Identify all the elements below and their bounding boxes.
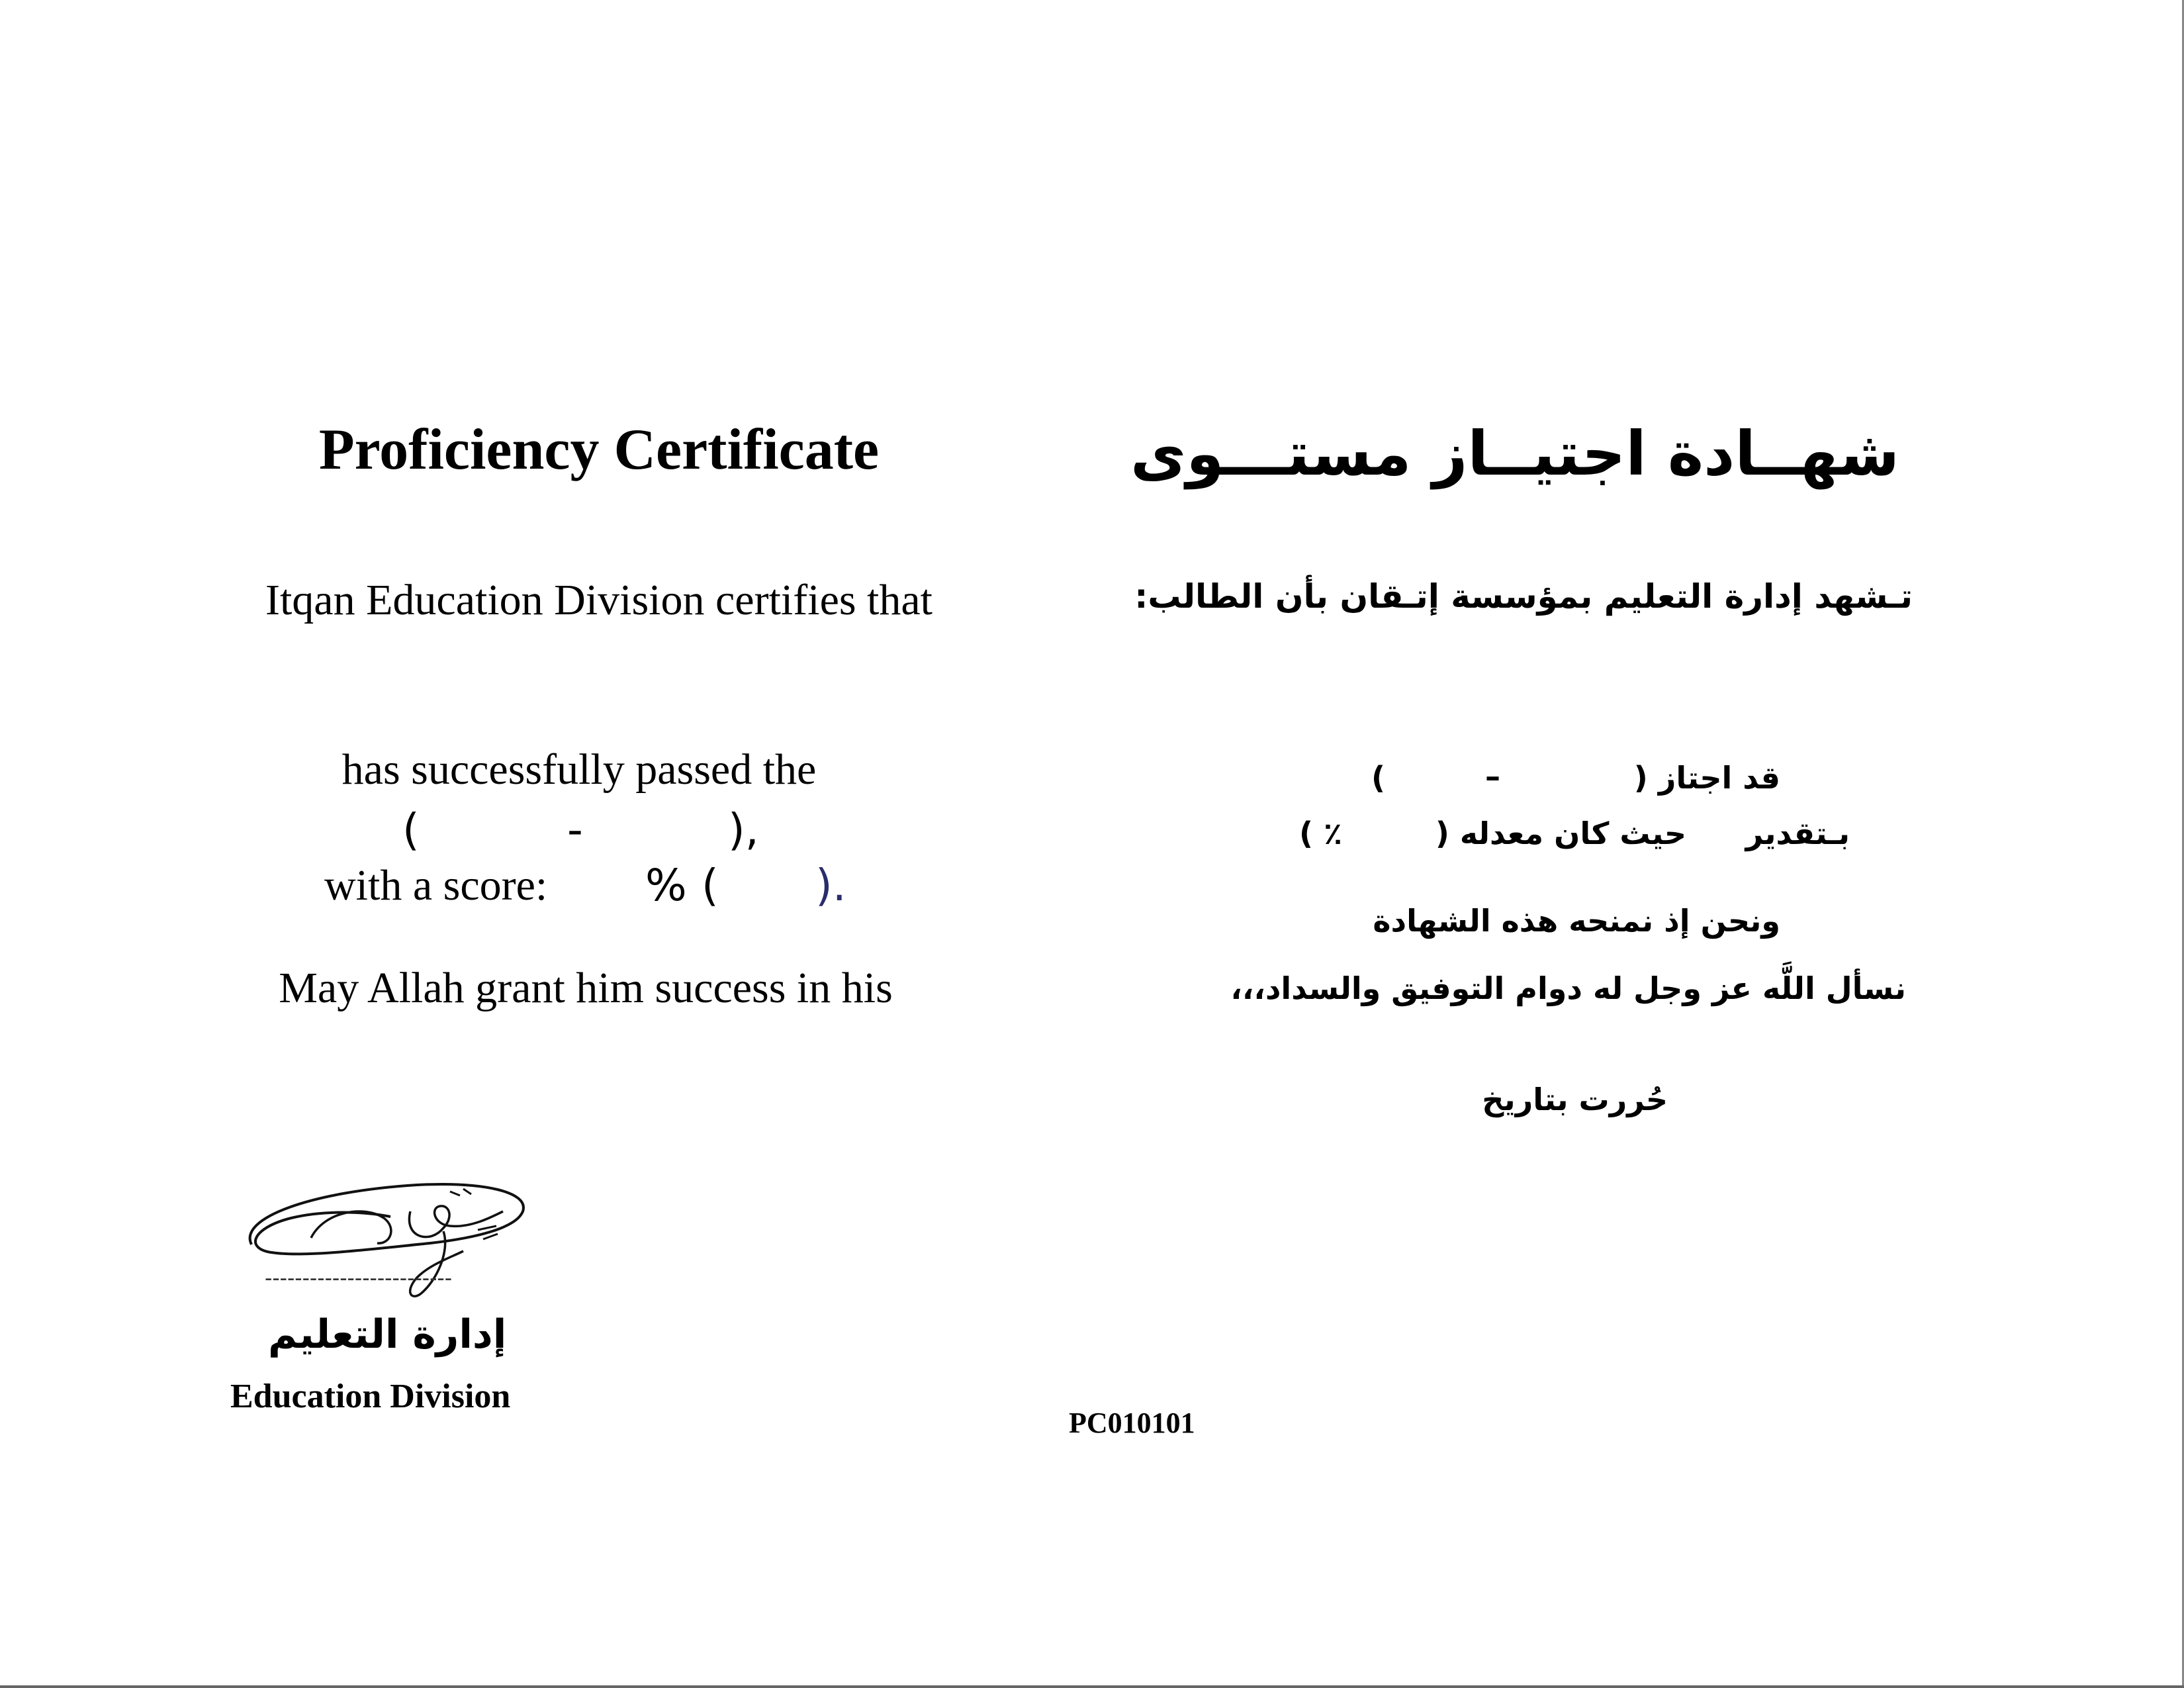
english-score-label: with a score: xyxy=(324,861,548,910)
page-border-bottom xyxy=(0,1685,2184,1688)
english-score-close: ). xyxy=(815,860,846,911)
certificate-code: PC010101 xyxy=(1069,1407,1195,1439)
signature-arabic-label: إدارة التعليم xyxy=(268,1311,507,1358)
arabic-passed-text: قد اجتاز ( xyxy=(1633,760,1780,796)
english-range-close: ), xyxy=(728,804,759,855)
english-range-dash: - xyxy=(567,804,583,855)
english-success-text: May Allah grant him success in his xyxy=(279,964,893,1012)
arabic-certifies-text: تـشهد إدارة التعليم بمؤسسة إتـقان بأن الطالب: xyxy=(1134,577,1913,616)
english-passed-text: has successfully passed the xyxy=(341,745,817,794)
english-title: Proficiency Certificate xyxy=(318,418,880,482)
arabic-grant-text: ونحن إذ نمنحه هذه الشهادة xyxy=(1373,903,1780,939)
arabic-title: شهــادة اجتيــاز مستـــوى xyxy=(1130,418,1899,489)
arabic-prayer-text: نسأل اللَّه عز وجل له دوام التوفيق والسداد،،، xyxy=(1230,970,1906,1006)
signature-english-label: Education Division xyxy=(230,1378,511,1415)
arabic-average-label: حيث كان معدله ( xyxy=(1435,816,1686,851)
arabic-range-dash: – xyxy=(1485,759,1500,794)
arabic-percent: ٪ ) xyxy=(1299,816,1343,851)
english-range-open: ( xyxy=(402,804,420,855)
english-certifies-text: Itqan Education Division certifies that xyxy=(265,576,933,624)
english-score-open: ( xyxy=(702,860,719,911)
arabic-range-close: ) xyxy=(1371,760,1386,796)
english-score-percent: % xyxy=(645,860,687,911)
arabic-grade-label: بـتقدير xyxy=(1745,816,1850,851)
arabic-date-label: حُررت بتاريخ xyxy=(1482,1082,1668,1117)
signature-line: ------------------------- xyxy=(265,1266,453,1291)
